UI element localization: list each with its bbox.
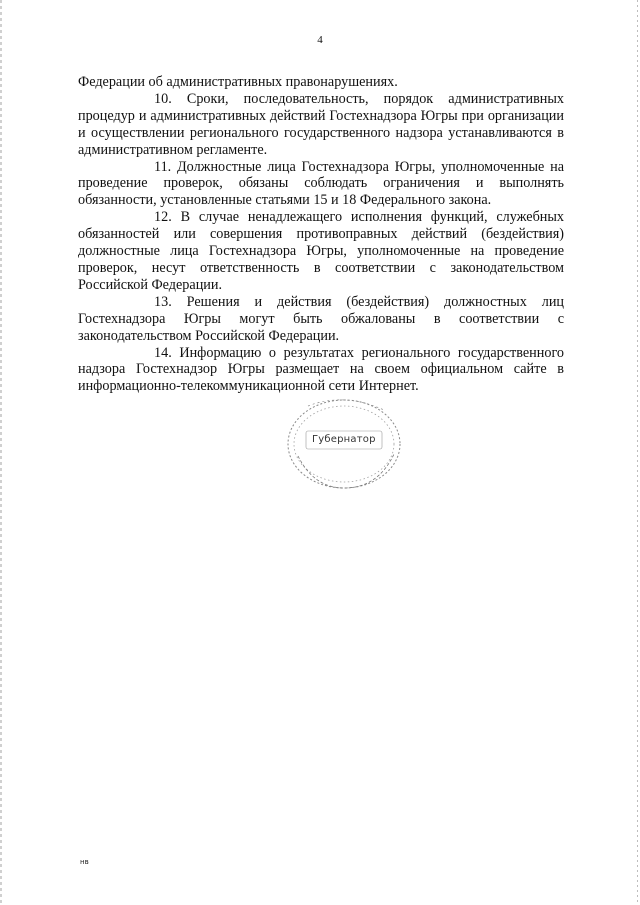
stamp-label: Губернатор <box>312 434 376 445</box>
paragraph-text: Сроки, последовательность, порядок административных процедур и административных действий Гостехнадзора Югры при организации и осуществлении регионального государственного надзора устанавливаются в административном регламенте. <box>78 90 564 158</box>
scan-edge-right <box>637 0 638 905</box>
paragraph-number: 12. <box>154 209 172 226</box>
footer-initials: нв <box>80 858 89 866</box>
scan-edge-left <box>0 0 2 905</box>
page-number: 4 <box>317 34 323 46</box>
paragraph-10 <box>78 91 564 159</box>
paragraph-text: В случае ненадлежащего исполнения функций, служебных обязанностей или совершения противоправных действий (бездействия) должностные лица Гостехнадзора Югры, уполномоченные на проведение проверок, несут ответственность в соответствии с законодательством Российской Федерации. <box>78 209 565 293</box>
paragraph-14 <box>78 345 564 396</box>
paragraph-number: 14. <box>154 344 172 361</box>
document-body <box>78 74 564 395</box>
governor-stamp <box>284 396 406 492</box>
paragraph-text: Решения и действия (бездействия) должностных лиц Гостехнадзора Югры могут быть обжалованы в соответствии с законодательством Российской Федерации. <box>78 293 565 344</box>
paragraph-number: 13. <box>154 293 172 310</box>
paragraph-13 <box>78 294 564 345</box>
paragraph-number: 10. <box>154 90 172 107</box>
paragraph-number: 11. <box>154 158 172 175</box>
paragraph-continuation <box>78 74 564 91</box>
paragraph-11 <box>78 159 564 210</box>
paragraph-12 <box>78 209 564 294</box>
paragraph-text: Должностные лица Гостехнадзора Югры, уполномоченные на проведение проверок, обязаны соблюдать ограничения и выполнять обязанности, установленные статьями 15 и 18 Федерального закона. <box>78 158 564 209</box>
paragraph-text: Информацию о результатах регионального государственного надзора Гостехнадзор Югры размещает на своем официальном сайте в информационно-телекоммуникационной сети Интернет. <box>78 344 565 395</box>
paragraph-text: Федерации об административных правонарушениях. <box>78 74 398 90</box>
